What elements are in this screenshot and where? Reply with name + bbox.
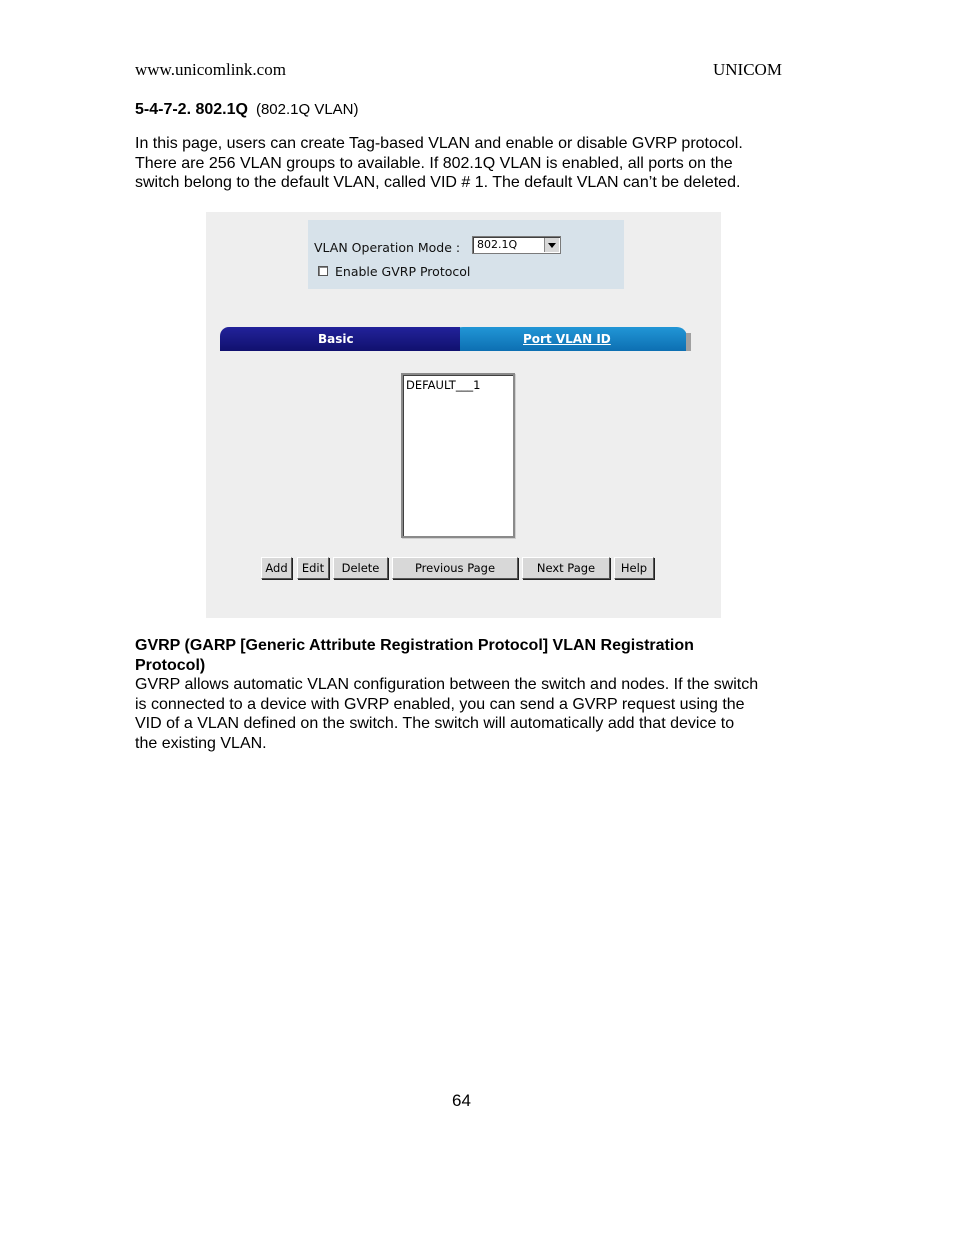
intro-line: In this page, users can create Tag-based VLAN and enable or disable GVRP protocol. (135, 135, 743, 152)
header-website: www.unicomlink.com (135, 60, 286, 79)
vlan-mode-value: 802.1Q (477, 238, 518, 251)
section-title (135, 101, 359, 119)
intro-line: switch belong to the default VLAN, called VID # 1. The default VLAN can’t be deleted. (135, 174, 741, 191)
tab-shadow (686, 333, 691, 351)
vlan-screenshot-panel (206, 212, 721, 618)
vlan-mode-box (308, 220, 624, 289)
section-subtitle: (802.1Q VLAN) (255, 101, 359, 118)
gvrp-heading-line: Protocol) (135, 656, 206, 674)
vlan-mode-label: VLAN Operation Mode : (314, 240, 461, 255)
edit-button[interactable]: Edit (297, 557, 329, 579)
gvrp-line: the existing VLAN. (135, 734, 267, 752)
previous-page-button[interactable]: Previous Page (392, 557, 518, 579)
delete-button[interactable]: Delete (333, 557, 388, 579)
header-brand: UNICOM (713, 60, 782, 79)
add-button[interactable]: Add (261, 557, 292, 579)
list-item[interactable]: DEFAULT___1 (406, 378, 481, 392)
gvrp-line: VID of a VLAN defined on the switch. The switch will automatically add that device to (135, 715, 735, 732)
gvrp-line: is connected to a device with GVRP enabled, you can send a GVRP request using the (135, 695, 745, 713)
vlan-mode-select[interactable] (472, 236, 561, 254)
gvrp-heading (135, 636, 694, 675)
tab-port-vlan-id[interactable] (449, 327, 687, 351)
next-page-button[interactable]: Next Page (522, 557, 610, 579)
tab-basic[interactable] (220, 327, 460, 351)
gvrp-paragraph (135, 675, 795, 753)
vlan-listbox[interactable] (401, 373, 515, 538)
intro-paragraph (135, 134, 795, 193)
page-number: 64 (452, 1091, 471, 1110)
gvrp-checkbox[interactable] (318, 266, 328, 276)
section-title-text: 5-4-7-2. 802.1Q (135, 101, 248, 118)
gvrp-checkbox-label: Enable GVRP Protocol (335, 264, 471, 279)
tab-basic-label: Basic (318, 332, 354, 346)
tab-port-vlan-id-label: Port VLAN ID (523, 332, 611, 346)
intro-line: There are 256 VLAN groups to available. If 802.1Q VLAN is enabled, all ports on the (135, 154, 733, 172)
help-button[interactable]: Help (614, 557, 654, 579)
gvrp-heading-line: GVRP (GARP [Generic Attribute Registration Protocol] VLAN Registration (135, 637, 694, 654)
gvrp-line: GVRP allows automatic VLAN configuration between the switch and nodes. If the switch (135, 676, 759, 693)
chevron-down-icon[interactable] (544, 238, 559, 252)
